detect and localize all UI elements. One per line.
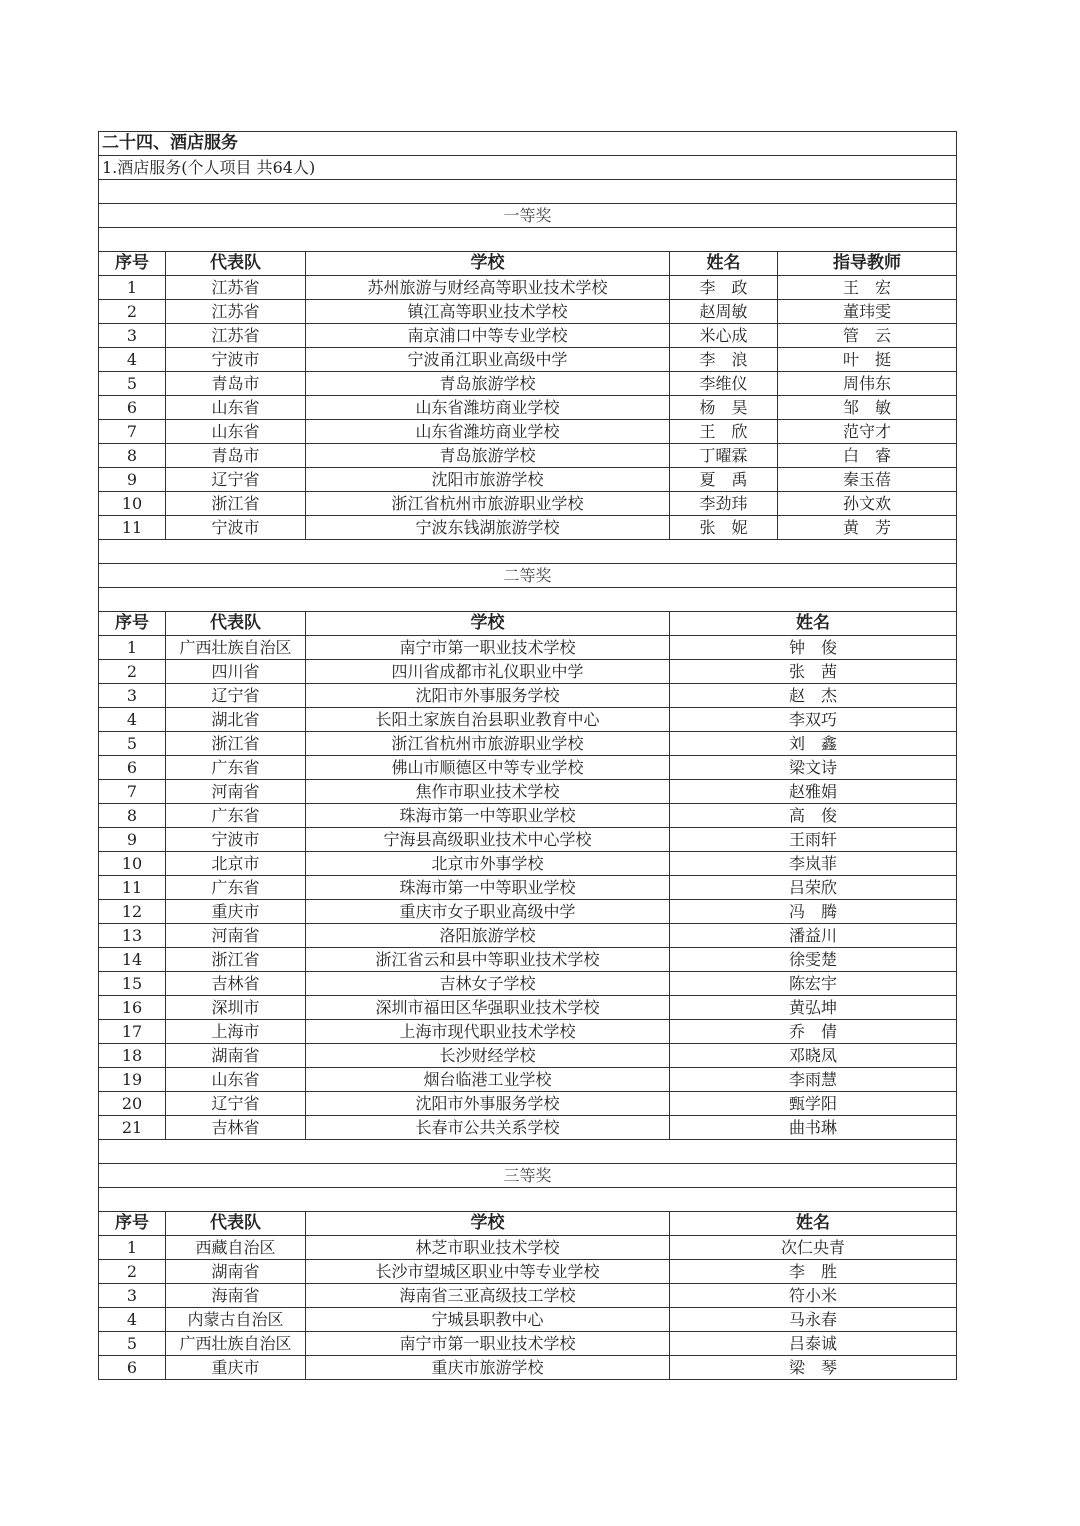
row-number: 4 xyxy=(99,708,166,732)
blank-cell xyxy=(99,588,957,612)
row-number: 4 xyxy=(99,348,166,372)
row-name: 陈宏宇 xyxy=(670,972,957,996)
blank-cell xyxy=(99,180,957,204)
table-row xyxy=(99,756,957,780)
row-team: 河南省 xyxy=(166,924,306,948)
table-row xyxy=(99,324,957,348)
blank-cell xyxy=(99,540,957,564)
blank-row xyxy=(99,1140,957,1164)
row-team: 吉林省 xyxy=(166,972,306,996)
row-team: 青岛市 xyxy=(166,444,306,468)
row-name: 高 俊 xyxy=(670,804,957,828)
row-school: 青岛旅游学校 xyxy=(306,444,670,468)
row-number: 17 xyxy=(99,1020,166,1044)
row-number: 1 xyxy=(99,276,166,300)
row-school: 北京市外事学校 xyxy=(306,852,670,876)
row-team: 广西壮族自治区 xyxy=(166,636,306,660)
row-school: 长春市公共关系学校 xyxy=(306,1116,670,1140)
row-school: 苏州旅游与财经高等职业技术学校 xyxy=(306,276,670,300)
row-number: 5 xyxy=(99,1332,166,1356)
prize-row xyxy=(99,564,957,588)
row-team: 江苏省 xyxy=(166,300,306,324)
row-team: 广东省 xyxy=(166,804,306,828)
header-team: 代表队 xyxy=(166,1212,306,1236)
row-team: 湖南省 xyxy=(166,1260,306,1284)
row-name: 梁 琴 xyxy=(670,1356,957,1380)
row-school: 浙江省杭州市旅游职业学校 xyxy=(306,732,670,756)
table-row xyxy=(99,348,957,372)
row-school: 宁波东钱湖旅游学校 xyxy=(306,516,670,540)
row-teacher: 范守才 xyxy=(778,420,957,444)
row-school: 珠海市第一中等职业学校 xyxy=(306,876,670,900)
row-name: 夏 禹 xyxy=(670,468,778,492)
row-school: 林芝市职业技术学校 xyxy=(306,1236,670,1260)
row-number: 3 xyxy=(99,684,166,708)
row-number: 10 xyxy=(99,492,166,516)
header-name: 姓名 xyxy=(670,612,957,636)
table-row xyxy=(99,1044,957,1068)
row-school: 山东省潍坊商业学校 xyxy=(306,420,670,444)
row-school: 沈阳市外事服务学校 xyxy=(306,684,670,708)
row-number: 2 xyxy=(99,1260,166,1284)
row-team: 辽宁省 xyxy=(166,468,306,492)
row-school: 深圳市福田区华强职业技术学校 xyxy=(306,996,670,1020)
row-teacher: 周伟东 xyxy=(778,372,957,396)
blank-cell xyxy=(99,1140,957,1164)
row-number: 18 xyxy=(99,1044,166,1068)
row-team: 辽宁省 xyxy=(166,684,306,708)
header-school: 学校 xyxy=(306,252,670,276)
row-school: 沈阳市旅游学校 xyxy=(306,468,670,492)
table-row xyxy=(99,1116,957,1140)
row-teacher: 邹 敏 xyxy=(778,396,957,420)
row-number: 10 xyxy=(99,852,166,876)
row-teacher: 黄 芳 xyxy=(778,516,957,540)
table-row xyxy=(99,660,957,684)
row-name: 王 欣 xyxy=(670,420,778,444)
row-school: 南宁市第一职业技术学校 xyxy=(306,636,670,660)
row-name: 丁曜霖 xyxy=(670,444,778,468)
row-number: 6 xyxy=(99,1356,166,1380)
row-team: 广东省 xyxy=(166,876,306,900)
row-number: 20 xyxy=(99,1092,166,1116)
table-row xyxy=(99,1068,957,1092)
row-team: 西藏自治区 xyxy=(166,1236,306,1260)
row-name: 黄弘坤 xyxy=(670,996,957,1020)
row-name: 李岚菲 xyxy=(670,852,957,876)
row-school: 佛山市顺德区中等专业学校 xyxy=(306,756,670,780)
row-school: 海南省三亚高级技工学校 xyxy=(306,1284,670,1308)
row-name: 刘 鑫 xyxy=(670,732,957,756)
row-team: 辽宁省 xyxy=(166,1092,306,1116)
subtitle: 1.酒店服务(个人项目 共64人) xyxy=(99,156,957,180)
section-title: 二十四、酒店服务 xyxy=(99,132,957,156)
row-name: 甄学阳 xyxy=(670,1092,957,1116)
row-teacher: 白 睿 xyxy=(778,444,957,468)
table-row xyxy=(99,468,957,492)
row-name: 吕荣欣 xyxy=(670,876,957,900)
row-name: 张 妮 xyxy=(670,516,778,540)
row-school: 长沙财经学校 xyxy=(306,1044,670,1068)
row-team: 江苏省 xyxy=(166,324,306,348)
table-row xyxy=(99,1284,957,1308)
row-number: 6 xyxy=(99,396,166,420)
row-school: 珠海市第一中等职业学校 xyxy=(306,804,670,828)
header-row xyxy=(99,1212,957,1236)
prize-heading: 一等奖 xyxy=(99,204,957,228)
row-school: 重庆市旅游学校 xyxy=(306,1356,670,1380)
table-row xyxy=(99,708,957,732)
row-team: 河南省 xyxy=(166,780,306,804)
row-name: 王雨轩 xyxy=(670,828,957,852)
row-number: 9 xyxy=(99,468,166,492)
row-school: 南京浦口中等专业学校 xyxy=(306,324,670,348)
row-number: 7 xyxy=(99,420,166,444)
prize-row xyxy=(99,1164,957,1188)
row-name: 钟 俊 xyxy=(670,636,957,660)
row-school: 吉林女子学校 xyxy=(306,972,670,996)
row-number: 2 xyxy=(99,300,166,324)
table-row xyxy=(99,804,957,828)
table-row xyxy=(99,444,957,468)
table-row xyxy=(99,1308,957,1332)
row-name: 杨 昊 xyxy=(670,396,778,420)
header-name: 姓名 xyxy=(670,1212,957,1236)
row-name: 冯 腾 xyxy=(670,900,957,924)
row-name: 李双巧 xyxy=(670,708,957,732)
table-row xyxy=(99,924,957,948)
award-table xyxy=(98,131,957,1380)
header-name: 姓名 xyxy=(670,252,778,276)
row-name: 曲书琳 xyxy=(670,1116,957,1140)
row-school: 洛阳旅游学校 xyxy=(306,924,670,948)
award-table-body xyxy=(99,132,957,1380)
row-name: 米心成 xyxy=(670,324,778,348)
table-row xyxy=(99,948,957,972)
header-team: 代表队 xyxy=(166,612,306,636)
row-number: 3 xyxy=(99,1284,166,1308)
table-row xyxy=(99,1020,957,1044)
row-team: 广西壮族自治区 xyxy=(166,1332,306,1356)
row-team: 浙江省 xyxy=(166,732,306,756)
row-name: 马永春 xyxy=(670,1308,957,1332)
row-school: 南宁市第一职业技术学校 xyxy=(306,1332,670,1356)
row-name: 梁文诗 xyxy=(670,756,957,780)
table-row xyxy=(99,828,957,852)
row-teacher: 董玮雯 xyxy=(778,300,957,324)
row-name: 次仁央青 xyxy=(670,1236,957,1260)
header-school: 学校 xyxy=(306,1212,670,1236)
header-school: 学校 xyxy=(306,612,670,636)
prize-heading: 二等奖 xyxy=(99,564,957,588)
row-team: 海南省 xyxy=(166,1284,306,1308)
row-teacher: 叶 挺 xyxy=(778,348,957,372)
row-name: 赵雅娟 xyxy=(670,780,957,804)
row-team: 四川省 xyxy=(166,660,306,684)
row-name: 李 胜 xyxy=(670,1260,957,1284)
row-number: 7 xyxy=(99,780,166,804)
blank-row xyxy=(99,588,957,612)
row-name: 李劲玮 xyxy=(670,492,778,516)
table-row xyxy=(99,1356,957,1380)
row-teacher: 孙文欢 xyxy=(778,492,957,516)
row-number: 5 xyxy=(99,372,166,396)
header-no: 序号 xyxy=(99,612,166,636)
row-number: 9 xyxy=(99,828,166,852)
row-name: 吕泰诚 xyxy=(670,1332,957,1356)
row-name: 邓晓凤 xyxy=(670,1044,957,1068)
blank-cell xyxy=(99,228,957,252)
blank-row xyxy=(99,180,957,204)
row-team: 重庆市 xyxy=(166,1356,306,1380)
row-school: 宁波甬江职业高级中学 xyxy=(306,348,670,372)
row-team: 江苏省 xyxy=(166,276,306,300)
row-team: 宁波市 xyxy=(166,828,306,852)
table-row xyxy=(99,1260,957,1284)
table-row xyxy=(99,852,957,876)
row-school: 镇江高等职业技术学校 xyxy=(306,300,670,324)
row-school: 浙江省杭州市旅游职业学校 xyxy=(306,492,670,516)
row-number: 19 xyxy=(99,1068,166,1092)
row-name: 乔 倩 xyxy=(670,1020,957,1044)
table-row xyxy=(99,972,957,996)
blank-cell xyxy=(99,1188,957,1212)
row-number: 14 xyxy=(99,948,166,972)
table-row xyxy=(99,732,957,756)
row-number: 12 xyxy=(99,900,166,924)
row-name: 李 政 xyxy=(670,276,778,300)
row-school: 浙江省云和县中等职业技术学校 xyxy=(306,948,670,972)
row-school: 青岛旅游学校 xyxy=(306,372,670,396)
table-row xyxy=(99,780,957,804)
table-row xyxy=(99,684,957,708)
row-team: 宁波市 xyxy=(166,348,306,372)
table-row xyxy=(99,516,957,540)
row-name: 徐雯楚 xyxy=(670,948,957,972)
row-number: 15 xyxy=(99,972,166,996)
table-row xyxy=(99,300,957,324)
row-number: 21 xyxy=(99,1116,166,1140)
row-team: 山东省 xyxy=(166,1068,306,1092)
section-title-row xyxy=(99,132,957,156)
table-row xyxy=(99,1332,957,1356)
row-number: 13 xyxy=(99,924,166,948)
row-team: 吉林省 xyxy=(166,1116,306,1140)
row-school: 宁城县职教中心 xyxy=(306,1308,670,1332)
table-row xyxy=(99,996,957,1020)
row-team: 重庆市 xyxy=(166,900,306,924)
table-row xyxy=(99,420,957,444)
row-number: 1 xyxy=(99,636,166,660)
row-number: 6 xyxy=(99,756,166,780)
header-no: 序号 xyxy=(99,1212,166,1236)
row-teacher: 王 宏 xyxy=(778,276,957,300)
row-team: 内蒙古自治区 xyxy=(166,1308,306,1332)
row-name: 符小米 xyxy=(670,1284,957,1308)
row-team: 上海市 xyxy=(166,1020,306,1044)
row-number: 8 xyxy=(99,804,166,828)
header-row xyxy=(99,252,957,276)
row-team: 浙江省 xyxy=(166,948,306,972)
row-school: 宁海县高级职业技术中心学校 xyxy=(306,828,670,852)
row-school: 长阳土家族自治县职业教育中心 xyxy=(306,708,670,732)
subtitle-row xyxy=(99,156,957,180)
row-name: 李 浪 xyxy=(670,348,778,372)
row-teacher: 秦玉蓓 xyxy=(778,468,957,492)
row-name: 李维仪 xyxy=(670,372,778,396)
blank-row xyxy=(99,228,957,252)
row-team: 青岛市 xyxy=(166,372,306,396)
row-team: 山东省 xyxy=(166,420,306,444)
row-number: 1 xyxy=(99,1236,166,1260)
row-school: 焦作市职业技术学校 xyxy=(306,780,670,804)
table-row xyxy=(99,876,957,900)
row-school: 沈阳市外事服务学校 xyxy=(306,1092,670,1116)
table-row xyxy=(99,900,957,924)
row-name: 李雨慧 xyxy=(670,1068,957,1092)
header-teacher: 指导教师 xyxy=(778,252,957,276)
prize-heading: 三等奖 xyxy=(99,1164,957,1188)
row-name: 潘益川 xyxy=(670,924,957,948)
prize-row xyxy=(99,204,957,228)
row-school: 烟台临港工业学校 xyxy=(306,1068,670,1092)
row-number: 11 xyxy=(99,516,166,540)
table-row xyxy=(99,276,957,300)
table-row xyxy=(99,372,957,396)
row-name: 张 茜 xyxy=(670,660,957,684)
row-school: 四川省成都市礼仪职业中学 xyxy=(306,660,670,684)
header-row xyxy=(99,612,957,636)
row-name: 赵 杰 xyxy=(670,684,957,708)
row-teacher: 管 云 xyxy=(778,324,957,348)
table-row xyxy=(99,1092,957,1116)
row-number: 5 xyxy=(99,732,166,756)
blank-row xyxy=(99,1188,957,1212)
blank-row xyxy=(99,540,957,564)
row-number: 16 xyxy=(99,996,166,1020)
table-row xyxy=(99,396,957,420)
row-number: 8 xyxy=(99,444,166,468)
row-school: 上海市现代职业技术学校 xyxy=(306,1020,670,1044)
row-team: 山东省 xyxy=(166,396,306,420)
row-team: 湖南省 xyxy=(166,1044,306,1068)
row-school: 重庆市女子职业高级中学 xyxy=(306,900,670,924)
row-school: 长沙市望城区职业中等专业学校 xyxy=(306,1260,670,1284)
row-team: 湖北省 xyxy=(166,708,306,732)
row-name: 赵周敏 xyxy=(670,300,778,324)
row-number: 4 xyxy=(99,1308,166,1332)
row-team: 宁波市 xyxy=(166,516,306,540)
row-school: 山东省潍坊商业学校 xyxy=(306,396,670,420)
header-no: 序号 xyxy=(99,252,166,276)
row-number: 3 xyxy=(99,324,166,348)
row-team: 深圳市 xyxy=(166,996,306,1020)
row-number: 2 xyxy=(99,660,166,684)
table-row xyxy=(99,492,957,516)
row-team: 北京市 xyxy=(166,852,306,876)
header-team: 代表队 xyxy=(166,252,306,276)
table-row xyxy=(99,1236,957,1260)
table-row xyxy=(99,636,957,660)
row-number: 11 xyxy=(99,876,166,900)
row-team: 浙江省 xyxy=(166,492,306,516)
row-team: 广东省 xyxy=(166,756,306,780)
